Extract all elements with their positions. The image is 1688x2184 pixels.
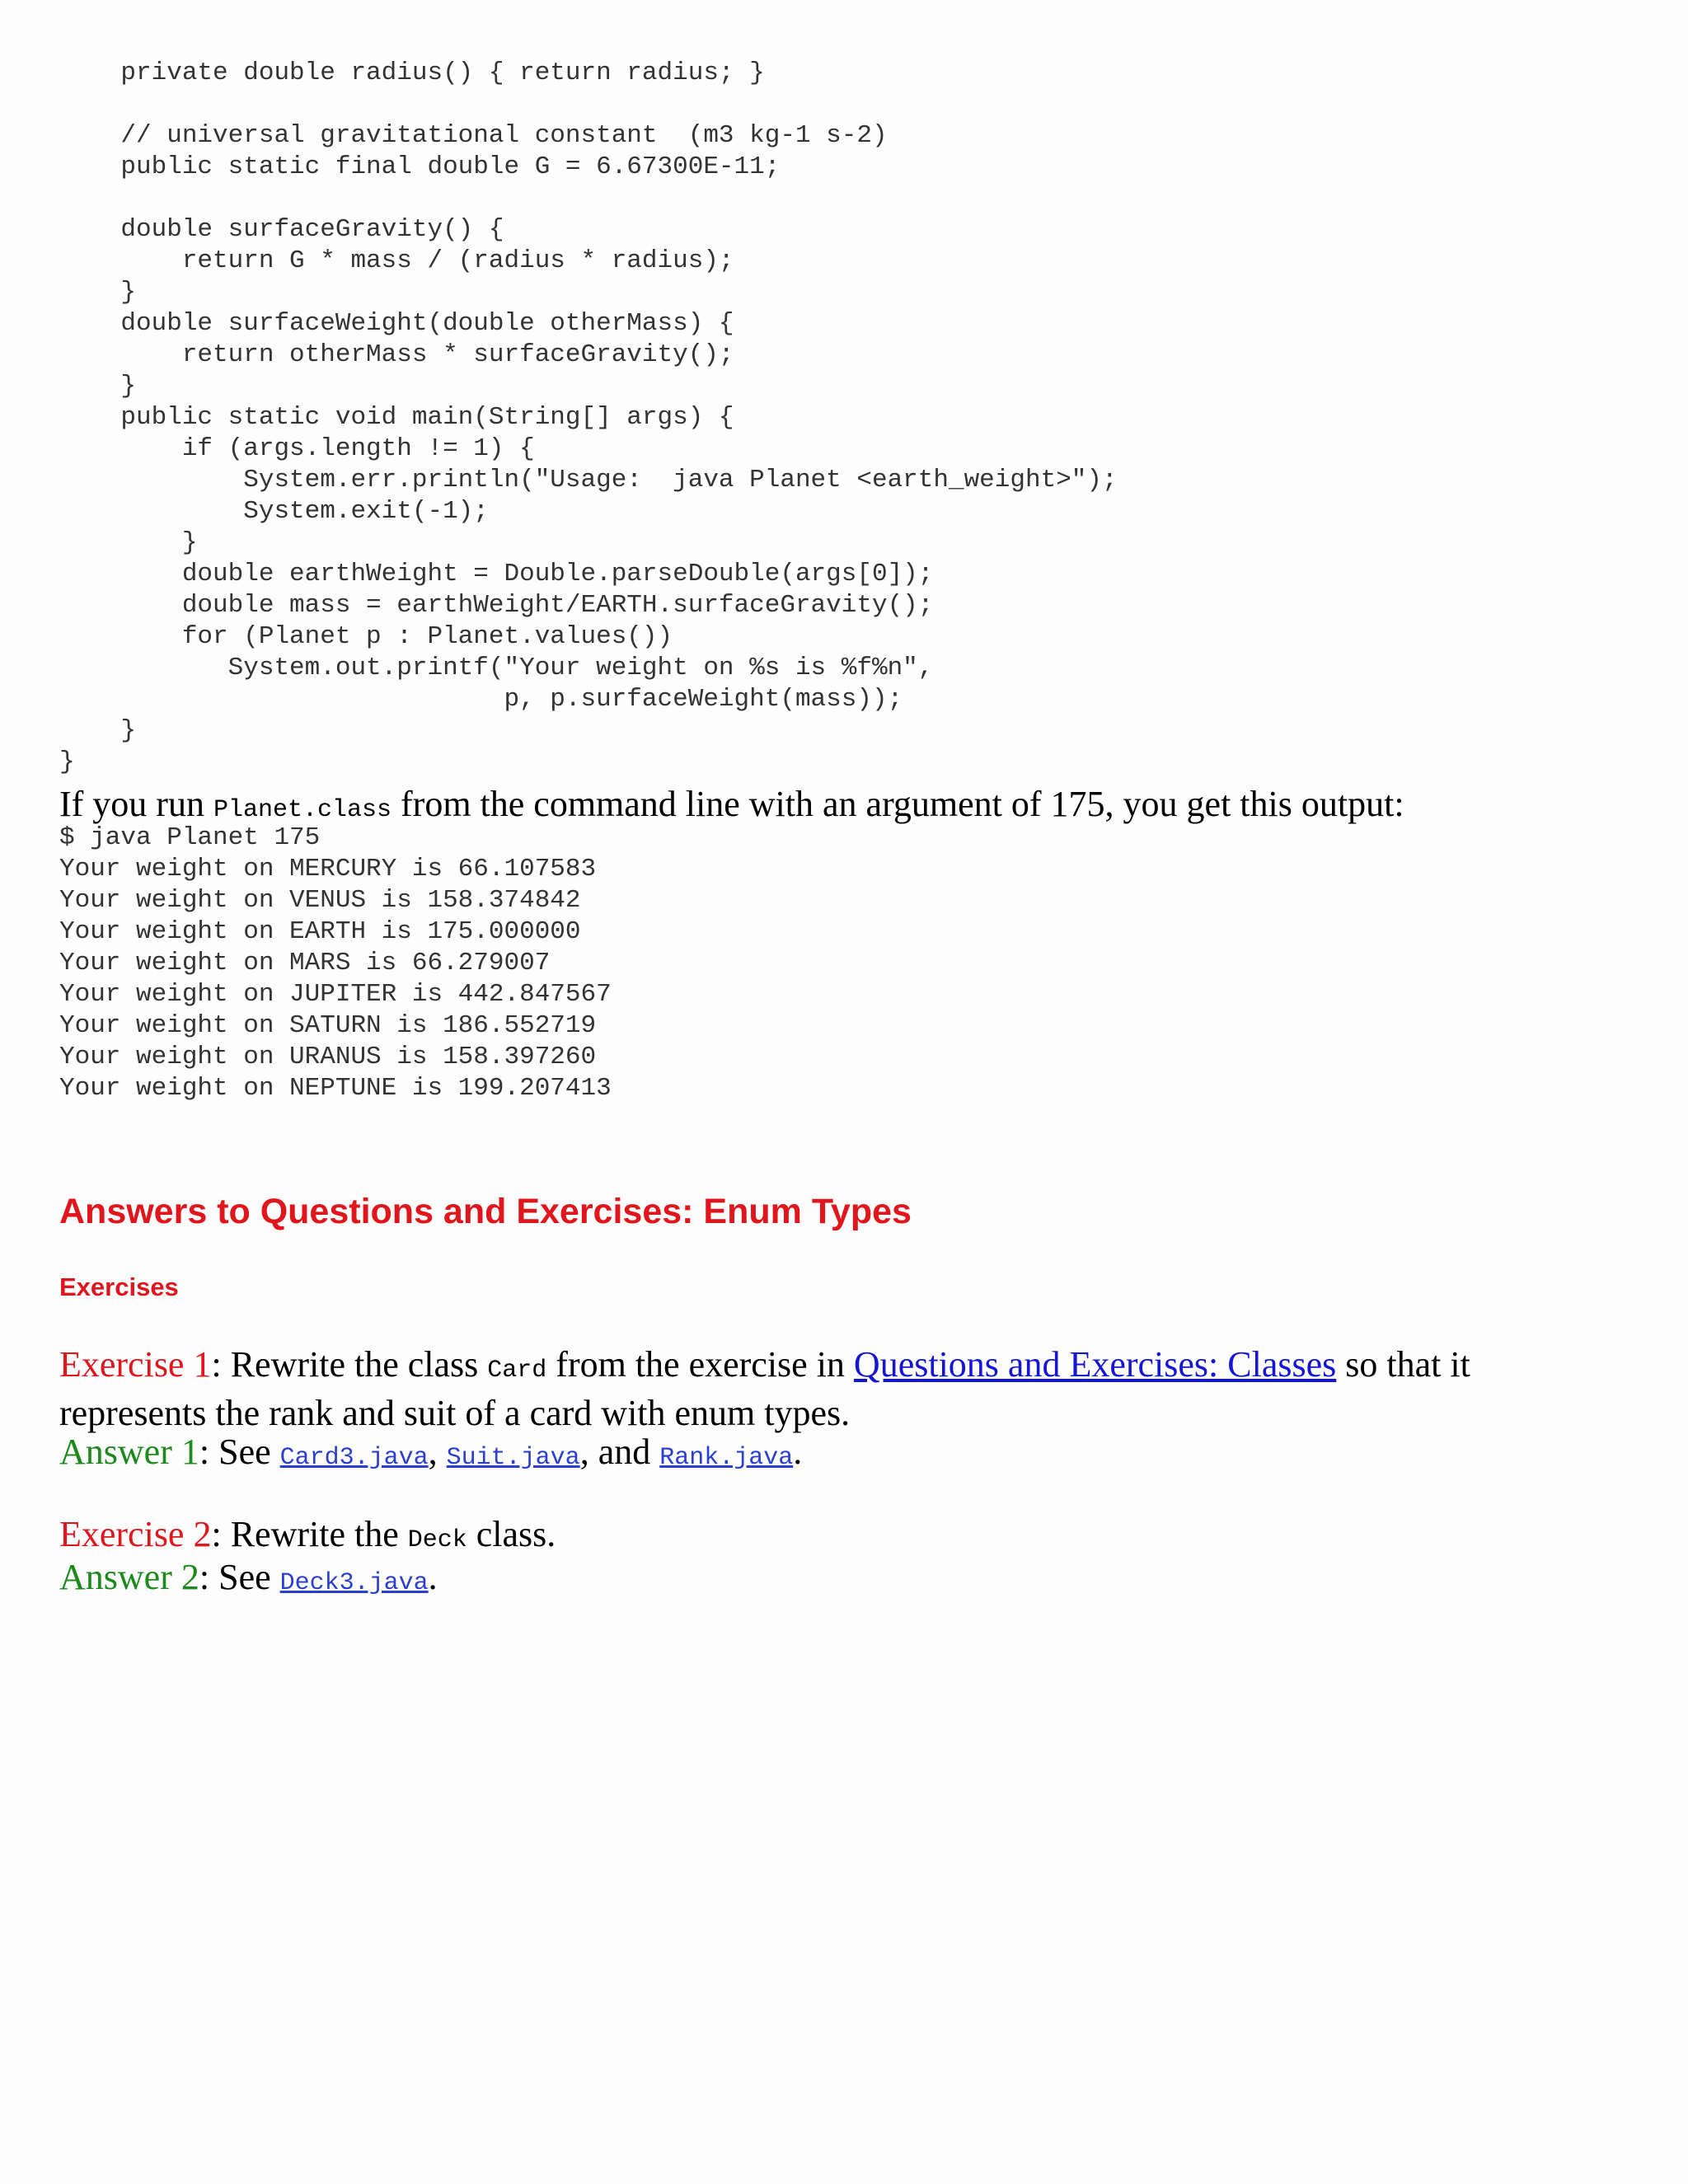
code-line: // universal gravitational constant (m3 kg-1 s-2) [59,121,888,150]
console-output [59,823,612,1104]
suit-java-link[interactable]: Suit.java [446,1444,580,1472]
answer-1-period: . [793,1432,803,1472]
code-line: p, p.surfaceWeight(mass)); [59,685,903,714]
code-line: System.exit(-1); [59,497,489,526]
code-line: private double radius() { return radius; } [59,59,765,87]
deck3-java-link[interactable]: Deck3.java [279,1569,429,1597]
output-line: Your weight on VENUS is 158.374842 [59,886,581,915]
code-line: } [59,372,137,401]
card-code: Card [487,1357,547,1385]
code-line: System.err.println("Usage: java Planet <earth_weight>"); [59,466,1118,494]
output-line: $ java Planet 175 [59,823,321,852]
output-line: Your weight on MERCURY is 66.107583 [59,855,597,883]
code-line: System.out.printf("Your weight on %s is %f%n", [59,654,934,682]
code-line: double mass = earthWeight/EARTH.surfaceGravity(); [59,591,934,620]
exercise-1 [59,1343,1625,1435]
code-line: return otherMass * surfaceGravity(); [59,340,734,369]
answer-2 [59,1556,438,1605]
rank-java-link[interactable]: Rank.java [659,1444,794,1472]
code-line: public static void main(String[] args) { [59,403,734,432]
code-line: if (args.length != 1) { [59,434,535,463]
code-block [59,58,1118,778]
code-line: double earthWeight = Double.parseDouble(args[0]); [59,560,934,588]
exercise-1-colon: : [211,1344,231,1385]
answer-1-separator: , [428,1432,447,1472]
exercise-2-text2: class. [467,1514,556,1554]
exercise-2 [59,1513,556,1562]
answer-1-text: See [218,1432,280,1472]
output-line: Your weight on EARTH is 175.000000 [59,917,581,946]
output-line: Your weight on MARS is 66.279007 [59,949,551,977]
card3-java-link[interactable]: Card3.java [279,1444,429,1472]
code-line: } [59,748,75,776]
answer-1-separator-and: , and [579,1432,660,1472]
exercise-1-text3: so that it represents the rank and suit of a card with enum types. [59,1344,1470,1433]
code-line: return G * mass / (radius * radius); [59,246,734,275]
answer-2-text: See [218,1557,280,1597]
code-line: public static final double G = 6.67300E-11; [59,152,781,181]
exercise-1-label: Exercise 1 [59,1344,212,1385]
answer-1-label: Answer 1 [59,1432,199,1472]
exercise-2-label: Exercise 2 [59,1514,212,1554]
exercise-1-text: Rewrite the class [230,1344,488,1385]
answer-2-label: Answer 2 [59,1557,199,1597]
code-line: } [59,528,198,557]
answer-1-colon: : [199,1432,219,1472]
deck-code: Deck [407,1526,467,1554]
questions-classes-link[interactable]: Questions and Exercises: Classes [853,1344,1337,1385]
code-line: double surfaceGravity() { [59,215,504,244]
output-line: Your weight on SATURN is 186.552719 [59,1011,597,1040]
exercises-subheading: Exercises [59,1272,179,1301]
answer-2-period: . [428,1557,438,1597]
run-code: Planet.class [213,796,392,824]
output-line: Your weight on URANUS is 158.397260 [59,1043,597,1071]
run-text-before: If you run [59,784,213,824]
code-line: } [59,278,137,307]
section-heading: Answers to Questions and Exercises: Enum Types [59,1192,912,1231]
exercise-2-colon: : [211,1514,231,1554]
answer-2-colon: : [199,1557,219,1597]
output-line: Your weight on JUPITER is 442.847567 [59,980,612,1009]
exercise-1-text2: from the exercise in [546,1344,854,1385]
answer-1 [59,1431,802,1479]
output-line: Your weight on NEPTUNE is 199.207413 [59,1074,612,1103]
code-line: } [59,716,137,745]
code-line: double surfaceWeight(double otherMass) { [59,309,734,338]
run-text-after: from the command line with an argument of 175, you get this output: [392,784,1404,824]
code-line: for (Planet p : Planet.values()) [59,622,673,651]
exercise-2-text: Rewrite the [230,1514,408,1554]
